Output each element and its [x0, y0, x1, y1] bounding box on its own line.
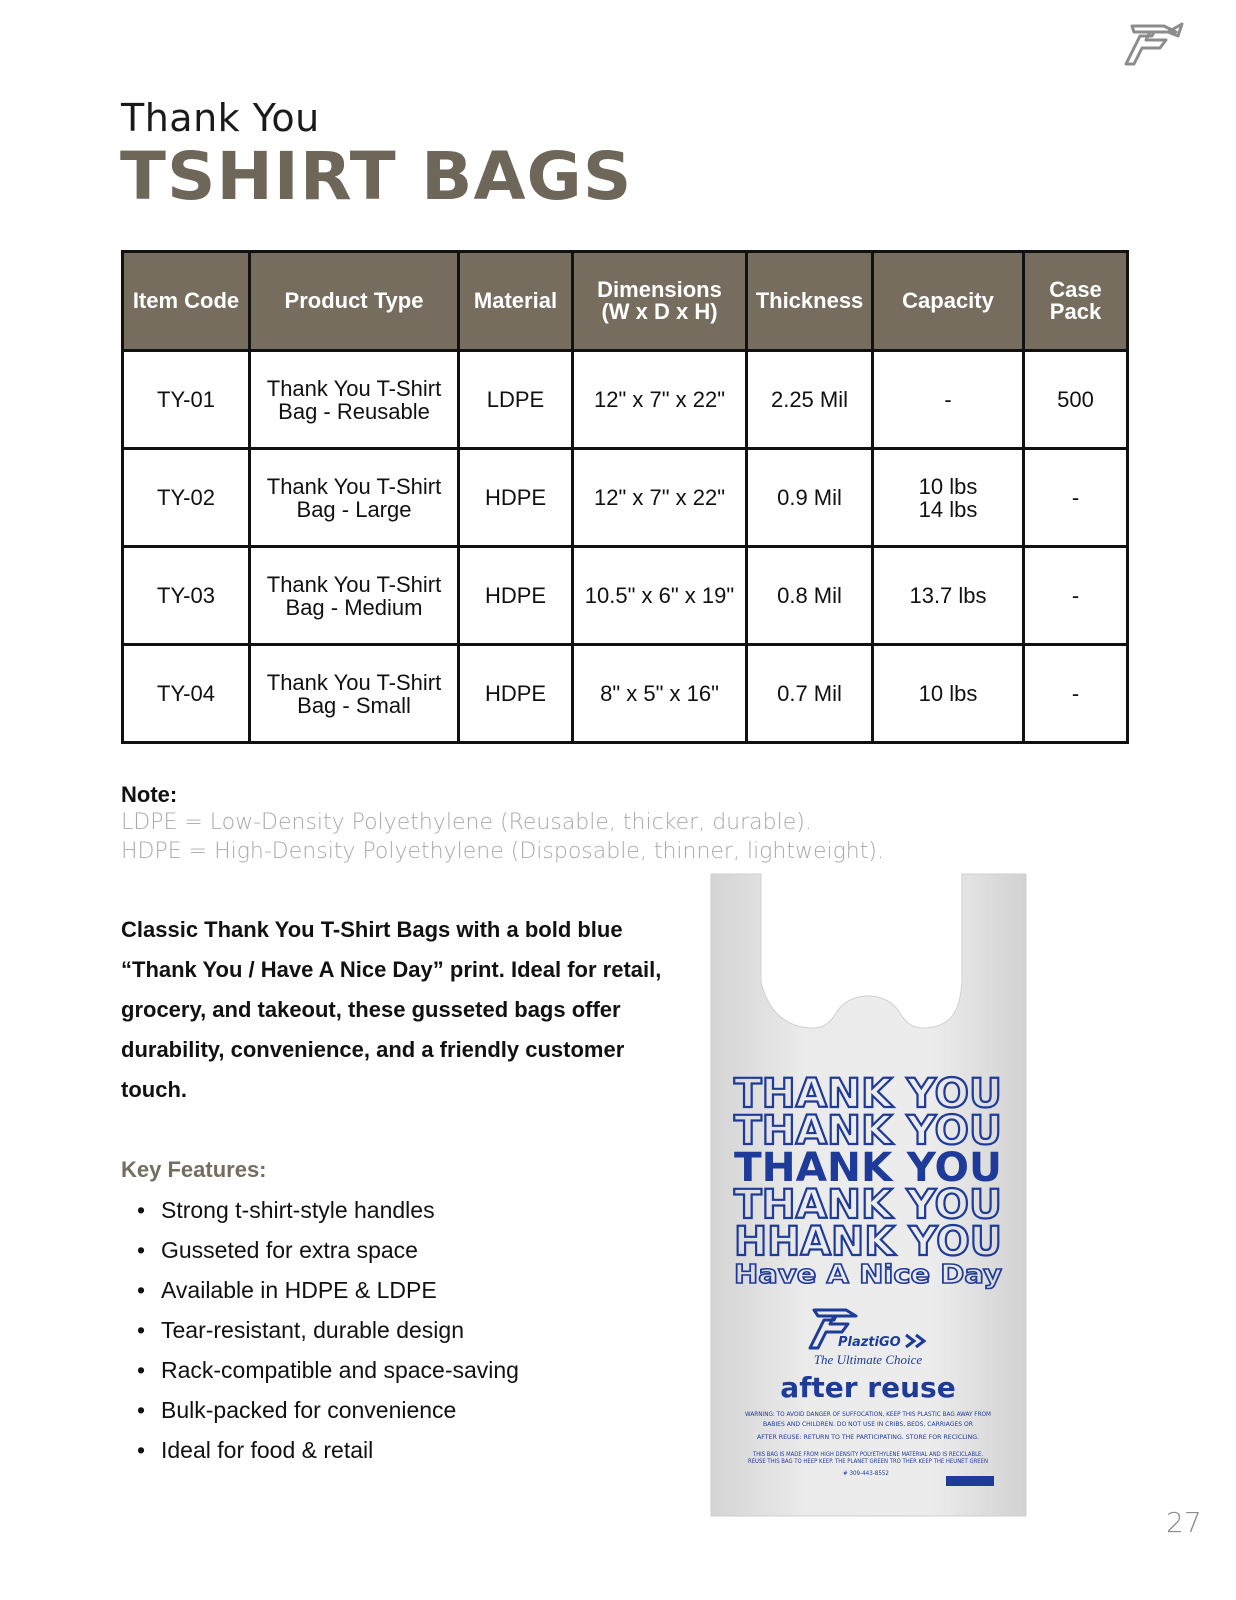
bag-print-line: THANK YOU [734, 1182, 1002, 1228]
table-cell: Thank You T-Shirt Bag - Small [250, 645, 459, 743]
list-item: • Gusseted for extra space [161, 1230, 519, 1270]
table-body [123, 351, 1128, 743]
list-item: • Bulk-packed for convenience [161, 1390, 519, 1430]
list-item: • Rack-compatible and space-saving [161, 1350, 519, 1390]
table-cell: HDPE [459, 645, 573, 743]
table-cell: - [1024, 449, 1128, 547]
table-cell: 2.25 Mil [747, 351, 873, 449]
table-header-cell: Item Code [123, 252, 250, 351]
key-features-title: Key Features: [121, 1157, 267, 1182]
table-row [123, 645, 1128, 743]
note-title: Note: [121, 782, 178, 807]
bag-image [706, 870, 1030, 1520]
table-cell: Thank You T-Shirt Bag - Reusable [250, 351, 459, 449]
note-ldpe: LDPE = Low-Density Polyethylene (Reusable, thicker, durable). [121, 810, 812, 835]
table-cell: - [1024, 547, 1128, 645]
bag-print-line: THANK YOU [734, 1071, 1002, 1117]
table-cell: 10.5" x 6" x 19" [573, 547, 747, 645]
table-cell: TY-04 [123, 645, 250, 743]
bag-print-tagline: Have A Nice Day [734, 1260, 1003, 1290]
table-cell: 10 lbs 14 lbs [873, 449, 1024, 547]
page-number: 27 [1166, 1506, 1202, 1539]
key-features-list [121, 1190, 519, 1470]
page-subtitle: Thank You [121, 96, 320, 140]
table-header-cell: Case Pack [1024, 252, 1128, 351]
table-header-cell: Capacity [873, 252, 1024, 351]
list-item: • Ideal for food & retail [161, 1430, 519, 1470]
brand-logo-icon [1124, 18, 1184, 68]
table-cell: 12" x 7" x 22" [573, 449, 747, 547]
bag-brand-name: PlaztiGO [838, 1335, 901, 1350]
table-header-cell: Dimensions (W x D x H) [573, 252, 747, 351]
table-header-cell: Material [459, 252, 573, 351]
table-header-row [123, 252, 1128, 351]
bag-fine-print: REUSE THIS BAG TO HEEP KEEP. THE PLANET GREEN TRO THER KEEP THE HEUNET GREEN [748, 1458, 988, 1465]
table-cell: Thank You T-Shirt Bag - Large [250, 449, 459, 547]
table-cell: - [1024, 645, 1128, 743]
table-cell: TY-01 [123, 351, 250, 449]
product-description: Classic Thank You T-Shirt Bags with a bold blue “Thank You / Have A Nice Day” print. Ideal for retail, grocery, and takeout, these gusseted bags offer durability, convenience, and a friendly customer touch. [121, 917, 662, 1102]
bag-warning-line: AFTER REUSE: RETURN TO THE PARTICIPATING. STORE FOR RECICLING. [757, 1434, 980, 1441]
table-cell: HDPE [459, 449, 573, 547]
table-cell: LDPE [459, 351, 573, 449]
table-cell: 0.9 Mil [747, 449, 873, 547]
list-item: • Available in HDPE & LDPE [161, 1270, 519, 1310]
table-cell: Thank You T-Shirt Bag - Medium [250, 547, 459, 645]
table-cell: 500 [1024, 351, 1128, 449]
bag-barcode-block [946, 1476, 994, 1486]
bag-print-line: THANK YOU [734, 1145, 1002, 1191]
table-cell: 8" x 5" x 16" [573, 645, 747, 743]
table-cell: TY-02 [123, 449, 250, 547]
table-cell: 10 lbs [873, 645, 1024, 743]
page-title: TSHIRT BAGS [120, 138, 633, 215]
bag-print-line: THANK YOU [734, 1108, 1002, 1154]
bag-warning-line: BABIES AND CHILDREN. DO NOT USE IN CRIBS, BEDS, CARRIAGES OR [763, 1421, 973, 1428]
table-cell: 0.8 Mil [747, 547, 873, 645]
table-cell: HDPE [459, 547, 573, 645]
bag-slogan: The Ultimate Choice [813, 1352, 923, 1367]
table-cell: TY-03 [123, 547, 250, 645]
bag-fine-print: THIS BAG IS MADE FROM HIGH DENSITY POLYETHYLENE MATERIAL AND IS RECICLABLE. [752, 1451, 984, 1458]
bag-warning-line: WARNING: TO AVOID DANGER OF SUFFOCATION, KEEP THIS PLASTIC BAG AWAY FROM [745, 1411, 991, 1418]
table-cell: 12" x 7" x 22" [573, 351, 747, 449]
table-row [123, 547, 1128, 645]
list-item: • Strong t-shirt-style handles [161, 1190, 519, 1230]
bag-print-line: HHANK YOU [734, 1219, 1002, 1265]
bag-after-reuse: after reuse [780, 1371, 956, 1404]
list-item: • Tear-resistant, durable design [161, 1310, 519, 1350]
table-cell: - [873, 351, 1024, 449]
spec-table [121, 250, 1129, 744]
bag-phone: # 309-443-8552 [843, 1470, 890, 1477]
table-row [123, 449, 1128, 547]
table-row [123, 351, 1128, 449]
table-cell: 0.7 Mil [747, 645, 873, 743]
table-header-cell: Thickness [747, 252, 873, 351]
table-cell: 13.7 lbs [873, 547, 1024, 645]
table-header-cell: Product Type [250, 252, 459, 351]
note-hdpe: HDPE = High-Density Polyethylene (Disposable, thinner, lightweight). [121, 839, 884, 864]
